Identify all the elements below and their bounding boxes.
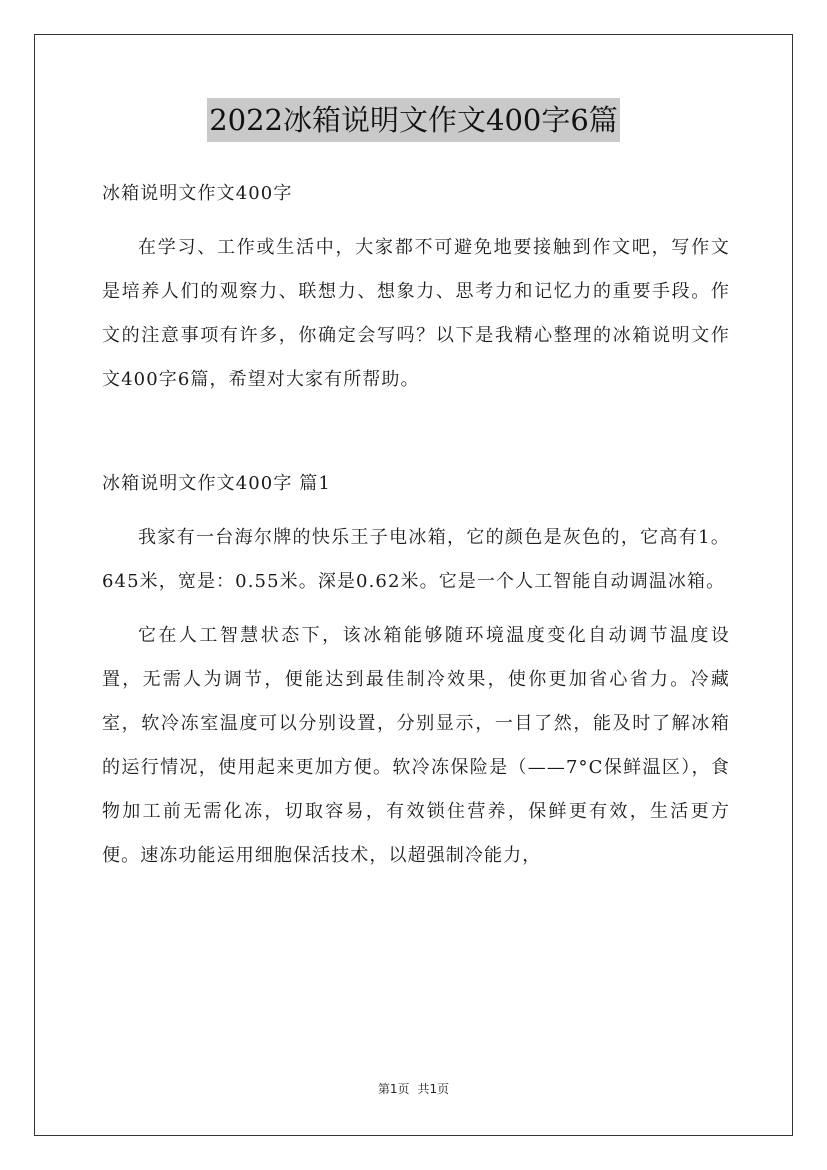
title-container [0, 98, 827, 142]
spacer [102, 216, 730, 226]
essay-paragraph: 它在人工智慧状态下，该冰箱能够随环境温度变化自动调节温度设置，无需人为调节，便能达到最佳制冷效果，使你更加省心省力。冷藏室，软冷冻室温度可以分别设置，分别显示，一目了然，能及时了解冰箱的运行情况，使用起来更加方便。软冷冻保险是（——7°C保鲜温区），食物加工前无需化冻，切取容易，有效锁住营养，保鲜更有效，生活更方便。速冻功能运用细胞保活技术，以超强制冷能力， [102, 625, 730, 866]
intro-paragraph: 在学习、工作或生活中，大家都不可避免地要接触到作文吧，写作文是培养人们的观察力、联想力、想象力、思考力和记忆力的重要手段。作文的注意事项有许多，你确定会写吗？以下是我精心整理的冰箱说明文作文400字6篇，希望对大家有所帮助。 [102, 237, 730, 390]
page-number: 第1页 [377, 1082, 410, 1096]
document-title: 2022冰箱说明文作文400字6篇 [207, 98, 620, 142]
essay-paragraph: 我家有一台海尔牌的快乐王子电冰箱，它的颜色是灰色的，它高有1。645米，宽是：0.55米。深是0.62米。它是一个人工智能自动调温冰箱。 [102, 527, 730, 592]
section-heading: 冰箱说明文作文400字 [102, 183, 293, 204]
page-total: 共1页 [417, 1082, 450, 1096]
document-body [102, 172, 730, 878]
spacer [102, 604, 730, 614]
essay-heading: 冰箱说明文作文400字 篇1 [102, 473, 331, 494]
spacer [102, 402, 730, 462]
page-footer [0, 1080, 827, 1097]
